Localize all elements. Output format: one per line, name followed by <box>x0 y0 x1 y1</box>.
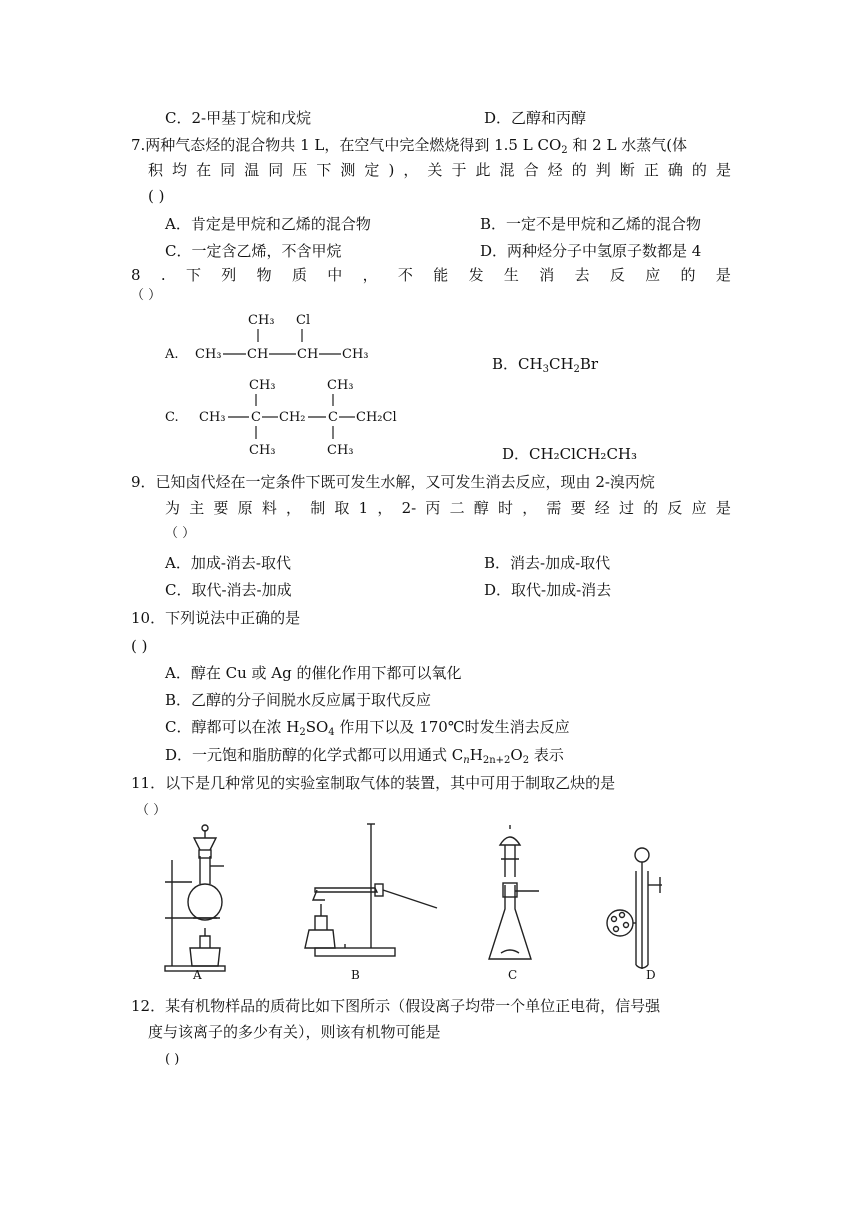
q9-line2-char: 醇 <box>473 499 489 517</box>
apparatus-d-label: D <box>646 968 656 982</box>
q9-line2-char: ， <box>377 499 393 517</box>
q9-line2-char: 制 <box>310 499 326 517</box>
q11-stem: 11．以下是几种常见的实验室制取气体的装置，其中可用于制取乙炔的是 <box>131 774 616 792</box>
q8-option-a-structure <box>165 308 395 368</box>
q7-line2-char: 的 <box>691 161 707 179</box>
q8-line1-char: 发 <box>468 266 484 284</box>
svg-text:CH₃: CH₃ <box>199 410 226 425</box>
q8-line1-char: 生 <box>503 266 519 284</box>
apparatus-b-figure <box>295 820 445 970</box>
q8-answer-blank: （ ） <box>131 288 162 303</box>
apparatus-a-figure <box>160 820 240 985</box>
svg-text:CH₃: CH₃ <box>195 347 222 362</box>
q7-line2-char: 合 <box>523 161 539 179</box>
q9-line2-char: 时 <box>497 499 513 517</box>
q10-option-b: B．乙醇的分子间脱水反应属于取代反应 <box>165 691 432 709</box>
q10-option-c: C．醇都可以在浓 $H_2SO_4$ 作用下以及 170℃时发生消去反应 <box>165 718 570 738</box>
q6-option-c: C．2-甲基丁烷和戊烷 <box>165 109 312 127</box>
q8-line1-char: ， <box>362 266 378 284</box>
svg-text:CH₃: CH₃ <box>327 443 354 458</box>
svg-text:CH₃: CH₃ <box>327 378 354 393</box>
q7-line2-char: 混 <box>499 161 515 179</box>
q8-line1-char: 中 <box>327 266 343 284</box>
q8-option-c-structure <box>165 372 425 462</box>
q9-line2-char: 要 <box>213 499 229 517</box>
svg-text:CH: CH <box>247 347 269 362</box>
q7-line2-char: 断 <box>619 161 635 179</box>
q9-option-a: A．加成-消去-取代 <box>165 554 291 572</box>
q10-option-d: D．一元饱和脂肪醇的化学式都可以用通式 $C_nH_{2n+2}O_2$ 表示 <box>165 746 564 766</box>
q7-line2-char: 正 <box>643 161 659 179</box>
q8-a-label: A. <box>165 347 179 362</box>
q9-line2-char: 要 <box>570 499 586 517</box>
q10-answer-blank: ( ) <box>131 637 148 655</box>
q7-option-d: D．两种烃分子中氢原子数都是 4 <box>480 242 702 260</box>
q7-stem-line2 <box>148 160 731 180</box>
q9-option-c: C．取代-消去-加成 <box>165 581 292 599</box>
q9-line2-char: 丙 <box>425 499 441 517</box>
q9-line2-char: 主 <box>189 499 205 517</box>
q8-line1-char: . <box>160 266 166 284</box>
q9-line2-char: 需 <box>546 499 562 517</box>
q8-c-label: C. <box>165 410 179 425</box>
q7-line2-char: 于 <box>451 161 467 179</box>
svg-text:C: C <box>251 410 261 425</box>
q10-stem: 10．下列说法中正确的是 <box>131 609 301 627</box>
apparatus-c-label: C <box>508 968 518 982</box>
svg-text:CH₃: CH₃ <box>249 443 276 458</box>
q7-line2-char: 同 <box>268 161 284 179</box>
q9-line2-char: 原 <box>237 499 253 517</box>
q7-line2-char: 确 <box>667 161 683 179</box>
svg-text:CH₃: CH₃ <box>249 378 276 393</box>
q8-line1-char: 的 <box>680 266 696 284</box>
q8-option-d: D．CH₂ClCH₂CH₃ <box>502 445 638 463</box>
q12-stem-line2: 度与该离子的多少有关），则该有机物可能是 <box>148 1023 441 1041</box>
q8-line1-char: 去 <box>574 266 590 284</box>
svg-text:CH₃: CH₃ <box>342 347 369 362</box>
q9-line2-char: 是 <box>715 499 731 517</box>
q9-line2-char: 1 <box>358 499 369 517</box>
q9-stem-line2 <box>165 498 731 518</box>
q7-line2-char: ， <box>403 161 419 179</box>
q8-line1-char: 消 <box>539 266 555 284</box>
svg-text:CH₃: CH₃ <box>248 313 275 328</box>
q7-answer-blank: ( ) <box>148 187 165 205</box>
q7-line2-char: 测 <box>340 161 356 179</box>
q9-line2-char: 经 <box>594 499 610 517</box>
q7-line2-char: 定 <box>364 161 380 179</box>
q7-line2-char: 关 <box>427 161 443 179</box>
q9-line2-char: 过 <box>619 499 635 517</box>
svg-text:CH: CH <box>297 347 319 362</box>
q7-option-b: B．一定不是甲烷和乙烯的混合物 <box>480 215 702 233</box>
q9-line2-char: 的 <box>643 499 659 517</box>
q8-line1-char: 下 <box>185 266 201 284</box>
apparatus-b-label: B <box>351 968 360 982</box>
apparatus-a-label: A <box>193 968 202 982</box>
q9-line2-char: ， <box>286 499 302 517</box>
q7-line2-char: 均 <box>172 161 188 179</box>
q7-line2-char: 积 <box>148 161 164 179</box>
q9-line2-char: 二 <box>449 499 465 517</box>
q8-line1-char: 反 <box>609 266 625 284</box>
q9-stem-line1: 9．已知卤代烃在一定条件下既可发生水解，又可发生消去反应，现由 2-溴丙烷 <box>131 473 655 491</box>
q9-line2-char: 2- <box>401 499 417 517</box>
q11-answer-blank: （ ） <box>136 803 167 818</box>
q8-line1-char: 是 <box>715 266 731 284</box>
q9-line2-char: 取 <box>334 499 350 517</box>
q7-line2-char: 烃 <box>547 161 563 179</box>
q8-line1-char: 列 <box>221 266 237 284</box>
q8-line1-char: 物 <box>256 266 272 284</box>
q7-line2-char: 是 <box>715 161 731 179</box>
q7-line2-char: 温 <box>244 161 260 179</box>
q8-option-b: B．$CH_3CH_2Br$ <box>492 355 599 375</box>
q7-line2-char: 同 <box>220 161 236 179</box>
q7-line2-char: 的 <box>571 161 587 179</box>
q7-option-c: C．一定含乙烯，不含甲烷 <box>165 242 342 260</box>
q8-line1-char: 不 <box>397 266 413 284</box>
q9-answer-blank: （ ） <box>165 526 196 541</box>
q8-line1-char: 能 <box>433 266 449 284</box>
q9-line2-char: 料 <box>261 499 277 517</box>
q9-line2-char: ， <box>522 499 538 517</box>
q8-line1-char: 质 <box>291 266 307 284</box>
q7-line2-char: 下 <box>316 161 332 179</box>
q8-stem-line1 <box>131 265 731 285</box>
svg-text:C: C <box>328 410 338 425</box>
q6-option-d: D．乙醇和丙醇 <box>484 109 587 127</box>
svg-text:Cl: Cl <box>296 313 311 328</box>
apparatus-c-figure <box>485 825 555 970</box>
q9-line2-char: 反 <box>667 499 683 517</box>
q9-line2-char: 为 <box>165 499 181 517</box>
q9-option-b: B．消去-加成-取代 <box>484 554 611 572</box>
q7-line2-char: 压 <box>292 161 308 179</box>
q10-option-a: A．醇在 Cu 或 Ag 的催化作用下都可以氧化 <box>165 664 462 682</box>
q7-stem-line1: 7.两种气态烃的混合物共 1 L，在空气中完全燃烧得到 1.5 L $CO_2$ 和 2 L 水蒸气(体 <box>131 136 688 156</box>
q12-stem-line1: 12．某有机物样品的质荷比如下图所示（假设离子均带一个单位正电荷，信号强 <box>131 997 661 1015</box>
svg-text:CH₂Cl: CH₂Cl <box>356 410 397 425</box>
q12-answer-blank: ( ) <box>165 1052 180 1067</box>
q7-line2-char: ) <box>388 161 395 179</box>
svg-text:CH₂: CH₂ <box>279 410 306 425</box>
q7-line2-char: 在 <box>196 161 212 179</box>
apparatus-d-figure <box>600 845 680 970</box>
q7-line2-char: 判 <box>595 161 611 179</box>
q7-option-a: A．肯定是甲烷和乙烯的混合物 <box>165 215 371 233</box>
q9-line2-char: 应 <box>691 499 707 517</box>
q8-line1-char: 8 <box>131 266 141 284</box>
q9-option-d: D．取代-加成-消去 <box>484 581 612 599</box>
q7-line2-char: 此 <box>475 161 491 179</box>
q8-line1-char: 应 <box>645 266 661 284</box>
